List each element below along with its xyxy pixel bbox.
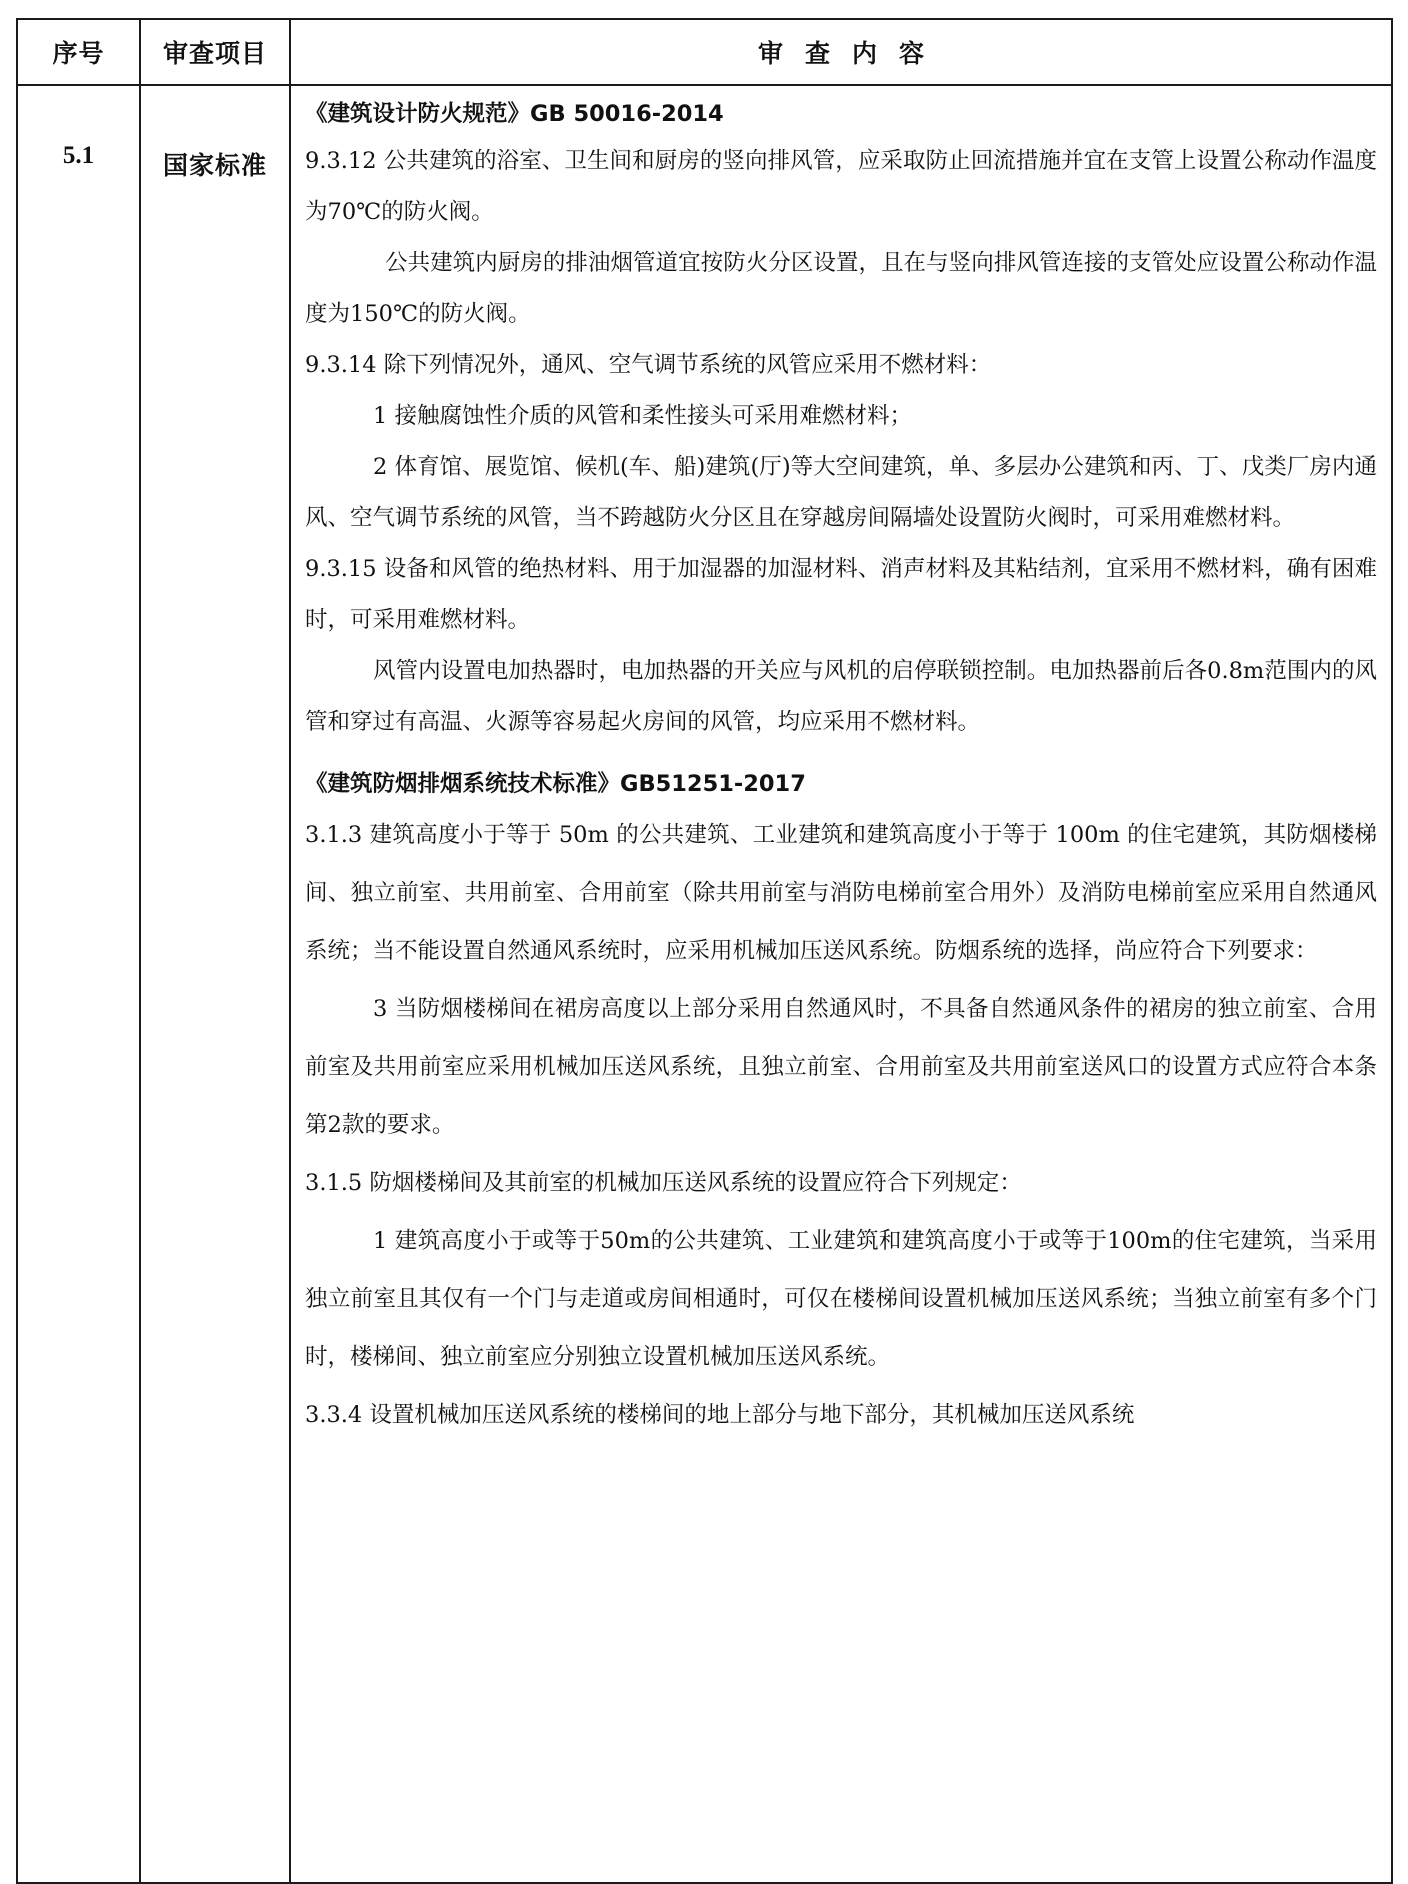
- clause-9-3-12-kitchen: 公共建筑内厨房的排油烟管道宜按防火分区设置，且在与竖向排风管连接的支管处应设置公称动作温度为150℃的防火阀。: [305, 250, 1377, 327]
- header-content: 审查内容: [290, 19, 1392, 85]
- clause-3-1-5-item-1: 1 建筑高度小于或等于50m的公共建筑、工业建筑和建筑高度小于或等于100m的住宅建筑，当采用独立前室且其仅有一个门与走道或房间相通时，可仅在楼梯间设置机械加压送风系统；当独立前室有多个门时，楼梯间、独立前室应分别独立设置机械加压送风系统。: [305, 1228, 1377, 1370]
- header-no: 序号: [17, 19, 140, 85]
- review-table: [16, 18, 1393, 1884]
- row-number: 5.1: [17, 85, 140, 1883]
- clause-9-3-14-item-2: 2 体育馆、展览馆、候机(车、船)建筑(厅)等大空间建筑，单、多层办公建筑和丙、丁、戊类厂房内通风、空气调节系统的风管，当不跨越防火分区且在穿越房间隔墙处设置防火阀时，可采用难燃材料。: [305, 454, 1377, 531]
- clause-3-1-3-item-3: 3 当防烟楼梯间在裙房高度以上部分采用自然通风时，不具备自然通风条件的裙房的独立前室、合用前室及共用前室应采用机械加压送风系统，且独立前室、合用前室及共用前室送风口的设置方式应符合本条第2款的要求。: [305, 996, 1377, 1138]
- standard-title-2: 《建筑防烟排烟系统技术标准》GB51251-2017: [305, 771, 806, 797]
- row-content: [290, 85, 1392, 1883]
- clause-9-3-14-item-1: 1 接触腐蚀性介质的风管和柔性接头可采用难燃材料；: [373, 403, 912, 429]
- clause-9-3-12: 9.3.12 公共建筑的浴室、卫生间和厨房的竖向排风管，应采取防止回流措施并宜在支管上设置公称动作温度为70℃的防火阀。: [305, 148, 1377, 225]
- clause-9-3-14: 9.3.14 除下列情况外，通风、空气调节系统的风管应采用不燃材料：: [305, 352, 992, 378]
- clause-3-1-5: 3.1.5 防烟楼梯间及其前室的机械加压送风系统的设置应符合下列规定：: [305, 1170, 1022, 1196]
- header-item: 审查项目: [140, 19, 290, 85]
- standard-title-1: 《建筑设计防火规范》GB 50016-2014: [305, 101, 724, 127]
- table-header-row: [17, 19, 1392, 85]
- clause-3-3-4: 3.3.4 设置机械加压送风系统的楼梯间的地上部分与地下部分，其机械加压送风系统: [305, 1402, 1135, 1428]
- row-item: 国家标准: [140, 85, 290, 1883]
- clause-9-3-15: 9.3.15 设备和风管的绝热材料、用于加湿器的加湿材料、消声材料及其粘结剂，宜采用不燃材料，确有困难时，可采用难燃材料。: [305, 556, 1377, 633]
- clause-3-1-3: 3.1.3 建筑高度小于等于 50m 的公共建筑、工业建筑和建筑高度小于等于 100m 的住宅建筑，其防烟楼梯间、独立前室、共用前室、合用前室（除共用前室与消防电梯前室合用外）及消防电梯前室应采用自然通风系统；当不能设置自然通风系统时，应采用机械加压送风系统。防烟系统的选择，尚应符合下列要求：: [305, 822, 1377, 964]
- clause-9-3-15-heater: 风管内设置电加热器时，电加热器的开关应与风机的启停联锁控制。电加热器前后各0.8m范围内的风管和穿过有高温、火源等容易起火房间的风管，均应采用不燃材料。: [305, 658, 1377, 735]
- table-row: [17, 85, 1392, 1883]
